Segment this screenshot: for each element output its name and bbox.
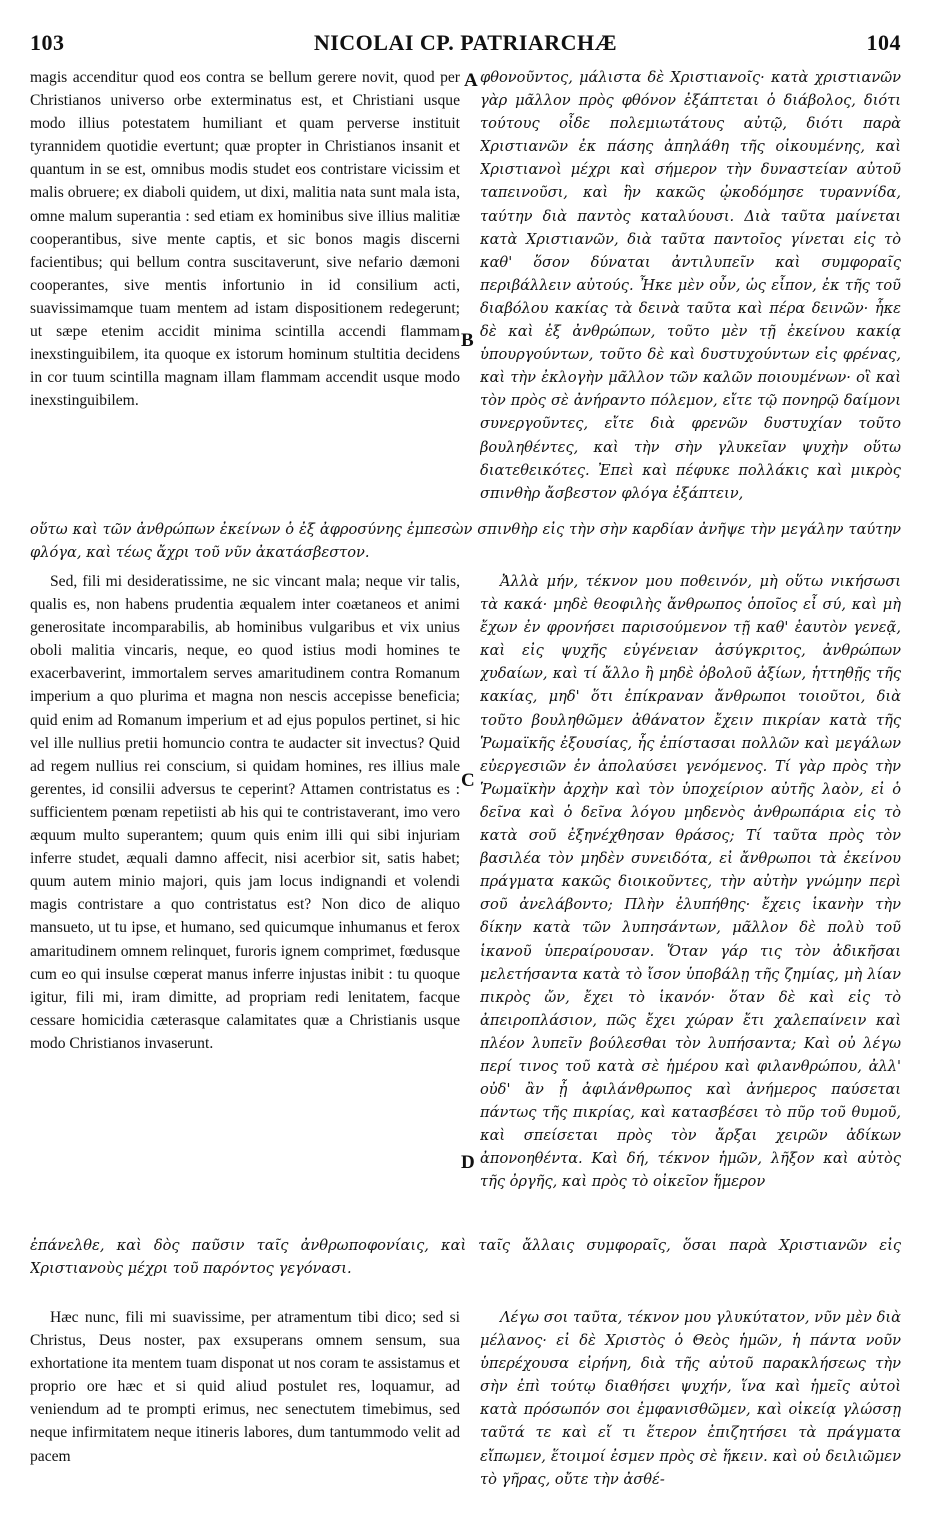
- latin-column-section-1: [30, 66, 460, 512]
- margin-marker-d: D: [461, 1152, 475, 1173]
- margin-marker-b: B: [461, 330, 474, 351]
- running-header: [30, 30, 901, 64]
- running-title: NICOLAI CP. PATRIARCHÆ: [313, 30, 618, 55]
- greek-column-section-3: [480, 1306, 901, 1516]
- page-number-left: 103: [30, 30, 65, 55]
- latin-paragraph: Sed, fili mi desideratissime, ne sic vincant mala; neque vir talis, qualis es, non habens prudentia æqualem inter coætaneos et animi generositate incomparabilis, ab hominibus vulgaribus et vix unius oboli malitia vincaris, neque, eo quod istius modi homines te exacerbaverint, immortalem serves amaritudinem contra Romanum imperium a quo plurima et magna non nescis accepisse beneficia; quid enim ad Romanum imperium et ad ejus populos pertinet, si hic vel ille nullius pretii homuncio contra te audacter sit invectus? Quid ad regem nullius rei conscium, si quidam homines, res illius male gerentes, id consilii adversus te ceperint? Attamen contristatus es : sufficientem pœnam repetiisti ab his qui te contristaverant, imo vero æquum multo superantem; quum quis enim illi qui sibi injuriam inferre studet, æquali damno affecit, nisi acerbior sit, satis habet; quum autem minio majori, quis jam locus indignandi et volendi magis contristare a quo contristatus est? Non dico de aliquo mansueto, ut tu ipse, et humano, sed quicumque inhumanus et ferox amaritudinem omnem relinquet, furoris ignem comprimet, fœdusque cum eo qui insulse cœperat manus inferre injustas inibit : tu quoque igitur, fili mi, iram dimitte, ad propriam redi lenitatem, facque cessare homicidia cæterasque calamitates quæ a Christianis usque modo Christianos invaserunt.: [30, 573, 460, 1052]
- greek-column-section-2: [480, 570, 901, 1230]
- greek-paragraph: φθονοῦντος, μάλιστα δὲ Χριστιανοῖς· κατὰ χριστιανῶν γὰρ μᾶλλον πρὸς φθόνον ἐξάπτεται ὁ διάβολος, διότι τούτους οἶδε πολεμιωτάτους αὐτῷ, διότι παρὰ Χριστιανῶν ἐκ πάσης ἀπηλάθη τῆς οἰκουμένης, καὶ Χριστιανοὶ μέχρι καὶ σήμερον τὴν δυναστείαν αὐτοῦ ταπεινοῦσι, καὶ ἣν κακῶς ᾠκοδόμησε τυραννίδα, ταύτην διὰ παντὸς καταλύουσι. Διὰ ταῦτα μαίνεται κατὰ Χριστιανῶν, διὰ ταῦτα παντοῖος γίνεται εἰς τὸ καθ' ὅσον δύναται ἀντιλυπεῖν καὶ συμφοραῖς περιβάλλειν αὐτούς. Ἦκε μὲν οὖν, ὡς εἶπον, ἐκ τῆς τοῦ διαβόλου κακίας τὰ δεινὰ ταῦτα καὶ πέρα δεινῶν· ἧκε δὲ καὶ ἐξ ἀνθρώπων, τοῦτο μὲν τῇ ἐκείνου κακίᾳ ὑπουργούντων, τοῦτο δὲ καὶ δυστυχούντων εἰς φρένας, καὶ τὴν ἐκλογὴν μᾶλλον τῶν καλῶν ποιουμένων· οἳ καὶ τὸν πρὸς σὲ ἀνήραντο πόλεμον, εἴτε τῷ πονηρῷ δαίμονι συνεργοῦντες, εἴτε διὰ φρενῶν δυστυχίαν τοῦτο βουληθέντες, καὶ τὴν σὴν γλυκεῖαν ψυχὴν οὕτω διατεθεικότες. Ἐπεὶ καὶ πέφυκε πολλάκις καὶ μικρὸς σπινθὴρ ἄσβεστον φλόγα ἐξάπτειν,: [480, 69, 901, 502]
- latin-paragraph: Hæc nunc, fili mi suavissime, per atramentum tibi dico; sed si Christus, Deus noster, pax exsuperans omnem sensum, sua exhortatione ita mentem tuam disponat ut nos coram te assistamus et proprio ore hæc et si quid aliud postulet res, loquamur, ad veniendum ad te prompti erimus, nec senectutem timebimus, sed neque infirmitatem neque itineris labores, dum tantummodo velit ad pacem: [30, 1309, 460, 1465]
- greek-full-width-text: ἐπάνελθε, καὶ δὸς παῦσιν ταῖς ἀνθρωποφονίαις, καὶ ταῖς ἄλλαις συμφοραῖς, ὅσαι παρὰ Χριστιανῶν εἰς Χριστιανοὺς μέχρι τοῦ παρόντος γεγόνασι.: [30, 1237, 901, 1278]
- greek-full-width-line-1: [30, 518, 901, 566]
- greek-full-width-text: οὕτω καὶ τῶν ἀνθρώπων ἐκείνων ὁ ἐξ ἀφροσύνης ἐμπεσὼν σπινθὴρ εἰς τὴν σὴν καρδίαν ἀνῆψε τὴν μεγάλην ταύτην φλόγα, καὶ τέως ἄχρι τοῦ νῦν ἀκατάσβεστον.: [30, 521, 901, 562]
- greek-full-width-line-2: [30, 1234, 901, 1282]
- latin-column-section-2: [30, 570, 460, 1230]
- greek-paragraph: Ἀλλὰ μήν, τέκνον μου ποθεινόν, μὴ οὕτω νικήσωσι τὰ κακά· μηδὲ θεοφιλὴς ἄνθρωπος ὁποῖος εἶ σύ, καὶ μὴ ἔχων ἐν φρονήσει παρισούμενον τῇ καθ' ἑαυτὸν γενεᾷ, καὶ εἰς ψυχῆς εὐγένειαν ἀσύγκριτος, ἀνθρώπων χυδαίων, καὶ τί ἄλλο ἢ μηδὲ ὀβολοῦ ἀξίων, ἡττηθῇς τῆς κακίας, μηδ' ὅτι ἐπίκραναν ἄνθρωποι τοιοῦτοι, διὰ τοῦτο βουληθῶμεν ἀθάνατον ἔχειν πικρίαν κατὰ τῆς Ῥωμαϊκῆς ἐξουσίας, ἧς ἐπίστασαι πολλῶν καὶ μεγάλων εὐεργεσιῶν ἐν ἀπολαύσει γενόμενος. Τί γὰρ πρὸς τὴν Ῥωμαϊκὴν ἀρχὴν καὶ τὸν ὑποχείριον αὐτῆς λαὸν, εἰ ὁ δεῖνα καὶ ὁ δεῖνα λόγου μηδενὸς ἀνθρωπάρια εἰς τὸ κατὰ σοῦ ἐξηνέχθησαν θράσος; Τί ταῦτα πρὸς τὸν βασιλέα τὸν μηδὲν συνειδότα, εἰ ἄνθρωποι τὰ ἐκείνου πράγματα κακῶς διοικοῦντες, τὴν αὐτὴν γνώμην περὶ σοῦ ἀνελάβοντο; Πλὴν ἐλυπήθης· ἔχεις ἱκανὴν τὴν δίκην κατὰ τῶν λυπησάντων, μᾶλλον δὲ πολὺ τοῦ ἱκανοῦ ὑπεραίρουσαν. Ὅταν γάρ τις τὸν ἀδικῆσαι μελετήσαντα κατὰ τὸ ἴσον ὑποβάλῃ τῆς ζημίας, μὴ λίαν πικρὸς ὤν, ἔχει τὸ ἱκανόν· ὅταν δὲ καὶ εἰς τὸ ἀπειροπλάσιον, πῶς ἔχει χώραν ἔτι χαλεπαίνειν καὶ πλέον λυπεῖν βούλεσθαι τὸν λυπήσαντα; Καὶ οὐ λέγω περί τινος τοῦ κατὰ σὲ ἡμέρου καὶ φιλανθρώπου, ἀλλ' οὐδ' ἂν ᾖ ἀφιλάνθρωπος καὶ ἀνήμερος παύσεται πάντως τῆς πικρίας, καὶ κατασβέσει τὸ πῦρ τοῦ θυμοῦ, καὶ σπείσεται πρὸς τὸν ἄρξαι χειρῶν ἀδίκων ἀπονοηθέντα. Καὶ δή, τέκνον ἡμῶν, λῆξον καὶ αὐτὸς τῆς ὀργῆς, καὶ πρὸς τὸ οἰκεῖον ἥμερον: [480, 573, 901, 1191]
- greek-column-section-1: [480, 66, 901, 512]
- margin-marker-c: C: [461, 770, 475, 791]
- page-number-right: 104: [866, 30, 901, 55]
- greek-paragraph: Λέγω σοι ταῦτα, τέκνον μου γλυκύτατον, νῦν μὲν διὰ μέλανος· εἰ δὲ Χριστὸς ὁ Θεὸς ἡμῶν, ἡ πάντα νοῦν ὑπερέχουσα εἰρήνη, διὰ τῆς αὐτοῦ παρακλήσεως τὴν σὴν ἐπὶ τούτῳ διαθήσει ψυχήν, ἵνα καὶ ἡμεῖς αὐτοὶ κατὰ πρόσωπόν σοι ἐμφανισθῶμεν, καὶ οἰκείᾳ γλώσσῃ ταῦτά τε καὶ εἴ τι ἕτερον ἐπιζητήσει τὰ πράγματα εἴπωμεν, ἕτοιμοί ἐσμεν πρὸς σὲ ἥκειν. καὶ οὐ δειλιῶμεν τὸ γῆρας, οὔτε τὴν ἀσθέ-: [480, 1309, 901, 1488]
- latin-paragraph: magis accenditur quod eos contra se bellum gerere novit, quod per Christianos universo orbe exterminatus est, et Christiani usque modo illius potestatem humiliant et quam perverse instituit tyrannidem quotidie evertunt; quæ propter in Christianos insanit et quantum in se est, omnibus modis studet eos contristare vicissim et malis obruere; ex diaboli quidem, ut dixi, malitia nata sunt mala ista, omne malum superantia : sed etiam ex hominibus sive illius malitiæ cooperantibus, sive mente captis, et sic bonos magis discerni facientibus; qui bellum contra suscitaverunt, sive nefario dæmoni cooperantes, sive mentis infortunio in id consilium acti, suavissimamque tuam mentem ad istam dispositionem redegerunt; ut sæpe etenim accidit minima scintilla accendi flammam inexstinguibilem, ita quoque ex istorum hominum stultitia decidens in cor tuum scintilla magnam illam flammam accendit usque modo inexstinguibilem.: [30, 69, 460, 410]
- latin-column-section-3: [30, 1306, 460, 1516]
- margin-marker-a: A: [464, 70, 478, 91]
